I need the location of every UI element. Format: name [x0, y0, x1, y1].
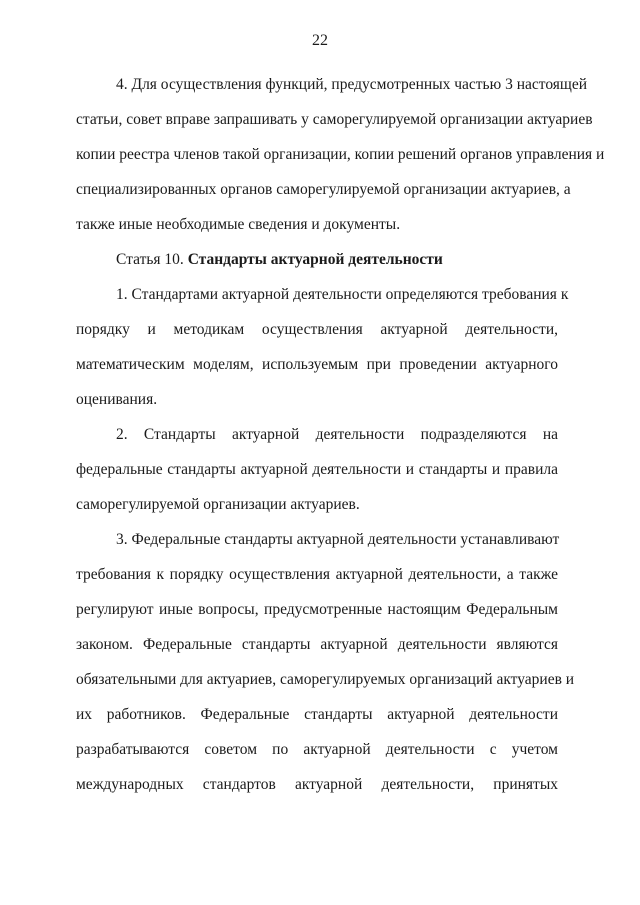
text-line: 2. Стандарты актуарной деятельности подразделяются на [116, 426, 558, 443]
article-heading-line [76, 242, 558, 277]
text-line: копии реестра членов такой организации, копии решений органов управления и [76, 146, 605, 163]
text-line: 3. Федеральные стандарты актуарной деятельности устанавливают [116, 531, 560, 548]
text-line: статьи, совет вправе запрашивать у саморегулируемой организации актуариев [76, 111, 593, 128]
article-paragraph-3 [76, 522, 575, 802]
text-line: порядку и методикам осуществления актуарной деятельности, [76, 321, 558, 338]
text-line: математическим моделям, используемым при проведении актуарного [76, 356, 558, 373]
paragraph-4 [76, 67, 605, 242]
text-line: также иные необходимые сведения и документы. [76, 216, 401, 233]
text-line: федеральные стандарты актуарной деятельности и стандарты и правила [76, 461, 558, 478]
text-line: оценивания. [76, 391, 158, 408]
article-paragraph-2 [76, 417, 558, 522]
article-paragraph-1 [76, 277, 569, 417]
text-line: требования к порядку осуществления актуарной деятельности, а также [76, 566, 558, 583]
article-title: Стандарты актуарной деятельности [187, 251, 443, 268]
text-line: международных стандартов актуарной деятельности, принятых [76, 776, 558, 793]
text-line: специализированных органов саморегулируемой организации актуариев, а [76, 181, 571, 198]
text-line: законом. Федеральные стандарты актуарной деятельности являются [76, 636, 558, 653]
text-line: саморегулируемой организации актуариев. [76, 496, 360, 513]
article-heading [76, 242, 558, 277]
text-line: 4. Для осуществления функций, предусмотренных частью 3 настоящей [116, 76, 588, 93]
text-line: регулируют иные вопросы, предусмотренные настоящим Федеральным [76, 601, 558, 618]
text-line: разрабатываются советом по актуарной деятельности с учетом [76, 741, 558, 758]
document-body [76, 67, 605, 802]
page-number: 22 [312, 32, 328, 49]
article-number: Статья 10. [116, 251, 188, 268]
text-line: 1. Стандартами актуарной деятельности определяются требования к [116, 286, 569, 303]
text-line: их работников. Федеральные стандарты актуарной деятельности [76, 706, 558, 723]
text-line: обязательными для актуариев, саморегулируемых организаций актуариев и [76, 671, 575, 688]
